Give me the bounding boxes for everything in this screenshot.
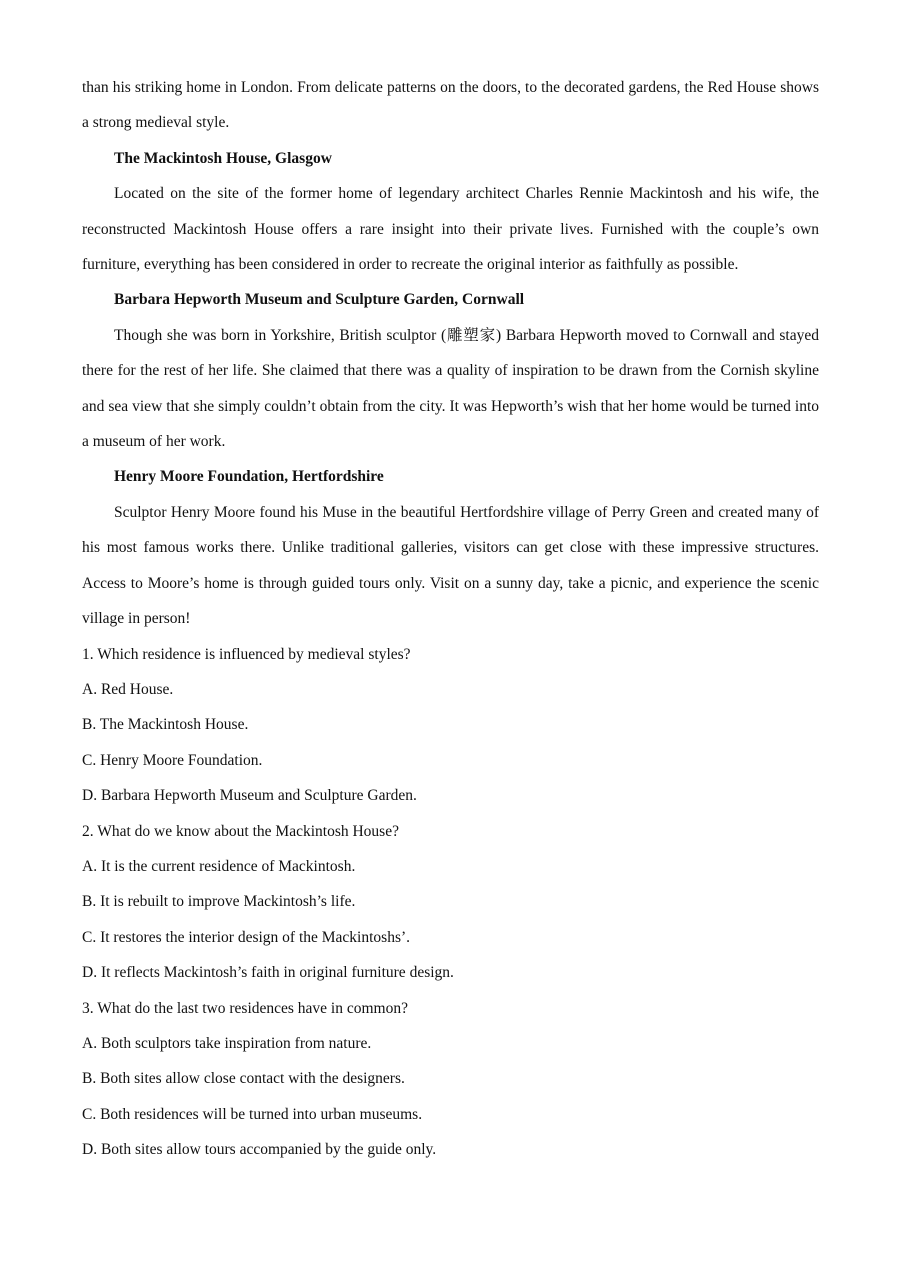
- question-option: A. It is the current residence of Mackintosh.: [82, 857, 356, 875]
- question-option: B. Both sites allow close contact with the designers.: [82, 1070, 405, 1088]
- question-option: D. Barbara Hepworth Museum and Sculpture Garden.: [82, 787, 417, 805]
- question-option: D. It reflects Mackintosh’s faith in original furniture design.: [82, 964, 454, 982]
- section-heading-moore: Henry Moore Foundation, Hertfordshire: [114, 468, 384, 486]
- question-1: [82, 637, 819, 814]
- section-body-hepworth: Though she was born in Yorkshire, British sculptor (雕塑家) Barbara Hepworth moved to Cornwall and stayed there for the rest of her life. She claimed that there was a quality of inspiration to be drawn from the Cornish skyline and sea view that she simply couldn’t obtain from the city. It was Hepworth’s wish that her home would be turned into a museum of her work.: [82, 326, 819, 451]
- question-option: B. It is rebuilt to improve Mackintosh’s life.: [82, 893, 356, 911]
- section-heading-mackintosh: The Mackintosh House, Glasgow: [114, 149, 332, 167]
- question-option: D. Both sites allow tours accompanied by the guide only.: [82, 1141, 437, 1159]
- question-option: B. The Mackintosh House.: [82, 716, 249, 734]
- question-option: C. Henry Moore Foundation.: [82, 751, 263, 769]
- question-3: [82, 991, 819, 1168]
- question-option: C. It restores the interior design of the Mackintoshs’.: [82, 928, 411, 946]
- intro-continuation-paragraph: than his striking home in London. From delicate patterns on the doors, to the decorated gardens, the Red House shows a strong medieval style.: [82, 79, 819, 132]
- document-page: [82, 70, 819, 1168]
- question-stem: 2. What do we know about the Mackintosh House?: [82, 822, 399, 840]
- question-2: [82, 814, 819, 991]
- question-option: C. Both residences will be turned into urban museums.: [82, 1105, 423, 1123]
- question-option: A. Both sculptors take inspiration from nature.: [82, 1034, 372, 1052]
- section-heading-hepworth: Barbara Hepworth Museum and Sculpture Garden, Cornwall: [114, 291, 525, 309]
- question-option: A. Red House.: [82, 680, 174, 698]
- question-stem: 1. Which residence is influenced by medieval styles?: [82, 645, 411, 663]
- section-body-moore: Sculptor Henry Moore found his Muse in the beautiful Hertfordshire village of Perry Green and created many of his most famous works there. Unlike traditional galleries, visitors can get close with these impressive structures. Access to Moore’s home is through guided tours only. Visit on a sunny day, take a picnic, and experience the scenic village in person!: [82, 503, 819, 628]
- question-stem: 3. What do the last two residences have in common?: [82, 999, 408, 1017]
- section-body-mackintosh: Located on the site of the former home of legendary architect Charles Rennie Mackintosh and his wife, the reconstructed Mackintosh House offers a rare insight into their private lives. Furnished with the couple’s own furniture, everything has been considered in order to recreate the original interior as faithfully as possible.: [82, 185, 819, 274]
